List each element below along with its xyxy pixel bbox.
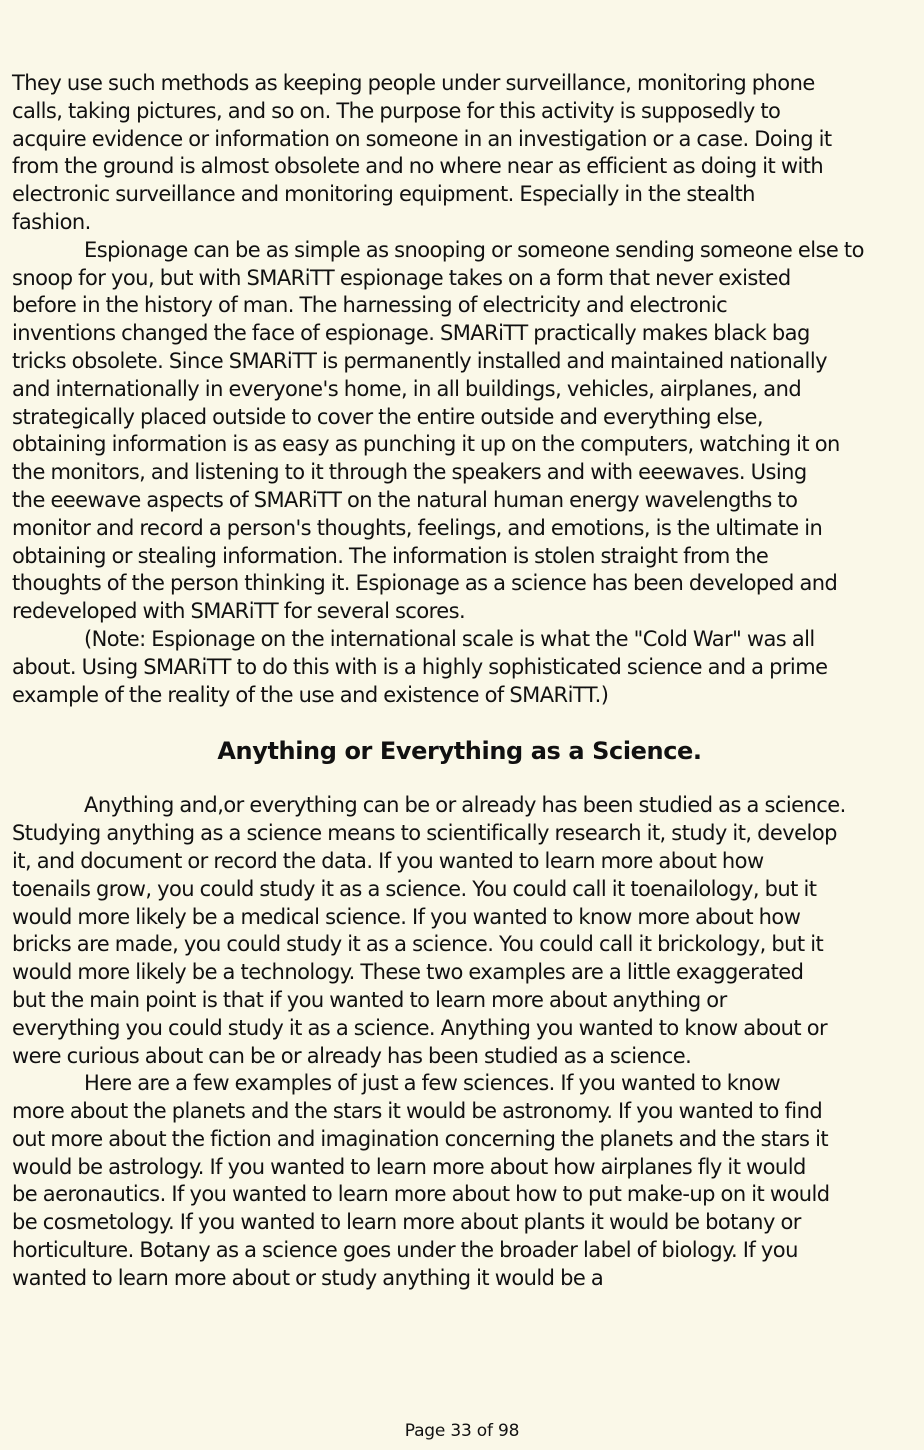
text-line: inventions changed the face of espionage. SMARiTT practically makes black bag bbox=[12, 321, 810, 346]
paragraph-espionage bbox=[12, 237, 917, 626]
text-line: Here are a few examples of just a few sciences. If you wanted to know bbox=[84, 1071, 781, 1096]
paragraph-surveillance bbox=[12, 70, 917, 237]
text-line: about. Using SMARiTT to do this with is a highly sophisticated science and a prime bbox=[12, 654, 828, 679]
text-line: and internationally in everyone's home, in all buildings, vehicles, airplanes, and bbox=[12, 376, 802, 401]
text-line: obtaining information is as easy as punching it up on the computers, watching it on bbox=[12, 432, 840, 457]
text-line: would more likely be a technology. These two examples are a little exaggerated bbox=[12, 960, 804, 985]
text-line: horticulture. Botany as a science goes under the broader label of biology. If you bbox=[12, 1238, 798, 1263]
paragraph-science-examples bbox=[12, 1070, 917, 1292]
document-page bbox=[12, 70, 917, 1293]
text-line: before in the history of man. The harnessing of electricity and electronic bbox=[12, 293, 728, 318]
text-line: Espionage can be as simple as snooping or someone sending someone else to bbox=[84, 237, 864, 262]
text-line: acquire evidence or information on someone in an investigation or a case. Doing it bbox=[12, 126, 832, 151]
page-number: Page 33 of 98 bbox=[404, 1421, 520, 1441]
text-line: out more about the fiction and imagination concerning the planets and the stars it bbox=[12, 1126, 829, 1151]
text-line: electronic surveillance and monitoring equipment. Especially in the stealth bbox=[12, 182, 755, 207]
paragraph-note bbox=[12, 626, 917, 709]
paragraph-anything-as-science bbox=[12, 792, 917, 1070]
text-line: snoop for you, but with SMARiTT espionage takes on a form that never existed bbox=[12, 265, 791, 290]
text-line: redeveloped with SMARiTT for several scores. bbox=[12, 599, 466, 624]
text-line: Studying anything as a science means to scientifically research it, study it, develop bbox=[12, 821, 837, 846]
text-line: toenails grow, you could study it as a science. You could call it toenailology, but it bbox=[12, 876, 817, 901]
section-heading: Anything or Everything as a Science. bbox=[217, 737, 702, 766]
text-line: tricks obsolete. Since SMARiTT is permanently installed and maintained nationally bbox=[12, 348, 827, 373]
text-line: would more likely be a medical science. If you wanted to know more about how bbox=[12, 904, 801, 929]
text-line: Anything and,or everything can be or already has been studied as a science. bbox=[84, 793, 846, 818]
text-line: bricks are made, you could study it as a science. You could call it brickology, but it bbox=[12, 932, 824, 957]
text-line: monitor and record a person's thoughts, feelings, and emotions, is the ultimate in bbox=[12, 515, 823, 540]
text-line: the monitors, and listening to it through the speakers and with eeewaves. Using bbox=[12, 460, 807, 485]
text-line: be aeronautics. If you wanted to learn more about how to put make-up on it would bbox=[12, 1182, 830, 1207]
text-line: the eeewave aspects of SMARiTT on the natural human energy wavelengths to bbox=[12, 487, 798, 512]
text-line: but the main point is that if you wanted to learn more about anything or bbox=[12, 987, 727, 1012]
text-line: (Note: Espionage on the international scale is what the "Cold War" was all bbox=[84, 626, 815, 651]
text-line: it, and document or record the data. If you wanted to learn more about how bbox=[12, 848, 764, 873]
text-line: thoughts of the person thinking it. Espionage as a science has been developed and bbox=[12, 571, 838, 596]
text-line: example of the reality of the use and existence of SMARiTT.) bbox=[12, 682, 609, 707]
text-line: everything you could study it as a science. Anything you wanted to know about or bbox=[12, 1015, 828, 1040]
text-line: more about the planets and the stars it would be astronomy. If you wanted to find bbox=[12, 1099, 823, 1124]
text-line: would be astrology. If you wanted to learn more about how airplanes fly it would bbox=[12, 1154, 806, 1179]
text-line: calls, taking pictures, and so on. The purpose for this activity is supposedly to bbox=[12, 98, 781, 123]
text-line: be cosmetology. If you wanted to learn more about plants it would be botany or bbox=[12, 1210, 801, 1235]
text-line: obtaining or stealing information. The information is stolen straight from the bbox=[12, 543, 769, 568]
text-line: fashion. bbox=[12, 209, 91, 234]
text-line: They use such methods as keeping people under surveillance, monitoring phone bbox=[12, 71, 815, 95]
text-line: wanted to learn more about or study anything it would be a bbox=[12, 1265, 604, 1290]
text-line: were curious about can be or already has been studied as a science. bbox=[12, 1043, 692, 1068]
text-line: strategically placed outside to cover the entire outside and everything else, bbox=[12, 404, 764, 429]
text-line: from the ground is almost obsolete and no where near as efficient as doing it with bbox=[12, 154, 824, 179]
